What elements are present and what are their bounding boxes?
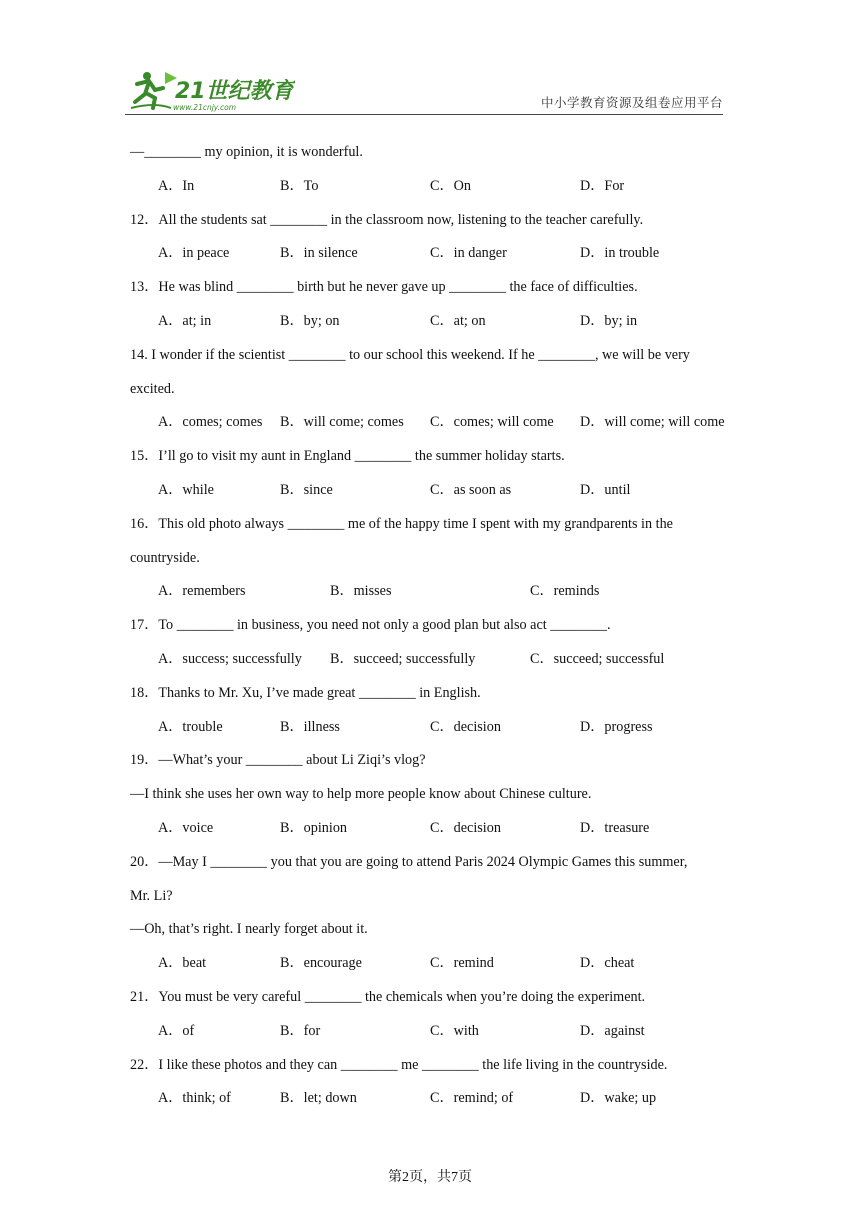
- question-text: excited.: [130, 380, 175, 397]
- option-b: B．illness: [280, 718, 340, 735]
- answer-options: [130, 575, 735, 609]
- answer-options: [130, 237, 735, 271]
- question-text: 22．I like these photos and they can ________ me ________ the life living in the countryside.: [130, 1056, 668, 1073]
- answer-options: [130, 474, 735, 508]
- question-text: 18．Thanks to Mr. Xu, I’ve made great ________ in English.: [130, 684, 481, 701]
- option-a: A．trouble: [158, 718, 223, 735]
- option-b: B．To: [280, 177, 319, 194]
- svg-text:www.21cnjy.com: www.21cnjy.com: [173, 103, 237, 112]
- option-b: B．encourage: [280, 955, 362, 972]
- answer-options: [130, 305, 735, 339]
- platform-tagline: 中小学教育资源及组卷应用平台: [540, 95, 723, 110]
- option-c: C．with: [430, 1022, 479, 1039]
- option-b: B．in silence: [280, 245, 358, 262]
- option-d: D．will come; will come: [580, 414, 725, 431]
- option-c: C．reminds: [530, 583, 600, 600]
- option-c: C．in danger: [430, 245, 507, 262]
- option-c: C．decision: [430, 819, 501, 836]
- question-text: 16．This old photo always ________ me of the happy time I spent with my grandparents in the: [130, 515, 673, 532]
- answer-options: [130, 947, 735, 981]
- question-text: 20．—May I ________ you that you are going to attend Paris 2024 Olympic Games this summer,: [130, 853, 688, 870]
- option-b: B．by; on: [280, 312, 340, 329]
- option-c: C．succeed; successful: [530, 650, 665, 667]
- option-b: B．will come; comes: [280, 414, 404, 431]
- question-text: 17．To ________ in business, you need not only a good plan but also act ________.: [130, 617, 611, 634]
- option-a: A．comes; comes: [158, 414, 263, 431]
- option-d: D．against: [580, 1022, 645, 1039]
- option-a: A．at; in: [158, 312, 212, 329]
- answer-options: [130, 170, 735, 204]
- option-d: D．wake; up: [580, 1090, 657, 1107]
- option-b: B．let; down: [280, 1090, 357, 1107]
- option-c: C．at; on: [430, 312, 486, 329]
- option-c: C．remind: [430, 955, 494, 972]
- option-a: A．beat: [158, 955, 207, 972]
- option-d: D．until: [580, 481, 631, 498]
- option-c: C．decision: [430, 718, 501, 735]
- option-a: A．of: [158, 1022, 195, 1039]
- option-d: D．treasure: [580, 819, 650, 836]
- 21cnjy-logo: [125, 68, 295, 112]
- option-d: D．cheat: [580, 955, 635, 972]
- option-a: A．voice: [158, 819, 214, 836]
- option-b: B．since: [280, 481, 333, 498]
- option-d: D．by; in: [580, 312, 638, 329]
- question-text: 12．All the students sat ________ in the classroom now, listening to the teacher carefully.: [130, 211, 644, 228]
- option-c: C．comes; will come: [430, 414, 554, 431]
- answer-options: [130, 643, 735, 677]
- question-text: countryside.: [130, 549, 200, 566]
- svg-text:21世纪教育: 21世纪教育: [175, 79, 294, 104]
- question-text: 21．You must be very careful ________ the chemicals when you’re doing the experiment.: [130, 988, 646, 1005]
- option-c: C．as soon as: [430, 481, 512, 498]
- answer-options: [130, 406, 735, 440]
- option-a: A．remembers: [158, 583, 246, 600]
- option-c: C．On: [430, 177, 471, 194]
- page-header: [125, 68, 723, 115]
- question-list: [130, 136, 735, 1116]
- option-a: A．success; successfully: [158, 650, 302, 667]
- answer-options: [130, 711, 735, 745]
- option-b: B．opinion: [280, 819, 348, 836]
- question-text: Mr. Li?: [130, 887, 173, 904]
- option-a: A．In: [158, 177, 195, 194]
- option-a: A．in peace: [158, 245, 230, 262]
- option-b: B．for: [280, 1022, 321, 1039]
- page-number: 第2页，共7页: [388, 1170, 472, 1185]
- option-b: B．misses: [330, 583, 392, 600]
- option-c: C．remind; of: [430, 1090, 514, 1107]
- option-d: D．in trouble: [580, 245, 660, 262]
- question-text: —________ my opinion, it is wonderful.: [130, 144, 363, 160]
- option-b: B．succeed; successfully: [330, 650, 476, 667]
- question-text: 14. I wonder if the scientist ________ to our school this weekend. If he ________, we will be very: [130, 346, 690, 363]
- answer-options: [130, 812, 735, 846]
- option-d: D．progress: [580, 718, 653, 735]
- question-text: —Oh, that’s right. I nearly forget about it.: [130, 921, 368, 938]
- answer-options: [130, 1082, 735, 1116]
- answer-options: [130, 1015, 735, 1049]
- option-a: A．while: [158, 481, 214, 498]
- question-text: 19．—What’s your ________ about Li Ziqi’s vlog?: [130, 752, 426, 769]
- option-a: A．think; of: [158, 1090, 231, 1107]
- question-text: 15．I’ll go to visit my aunt in England ________ the summer holiday starts.: [130, 448, 565, 465]
- question-text: —I think she uses her own way to help more people know about Chinese culture.: [130, 786, 592, 803]
- option-d: D．For: [580, 177, 625, 194]
- question-text: 13．He was blind ________ birth but he never gave up ________ the face of difficulties.: [130, 279, 638, 296]
